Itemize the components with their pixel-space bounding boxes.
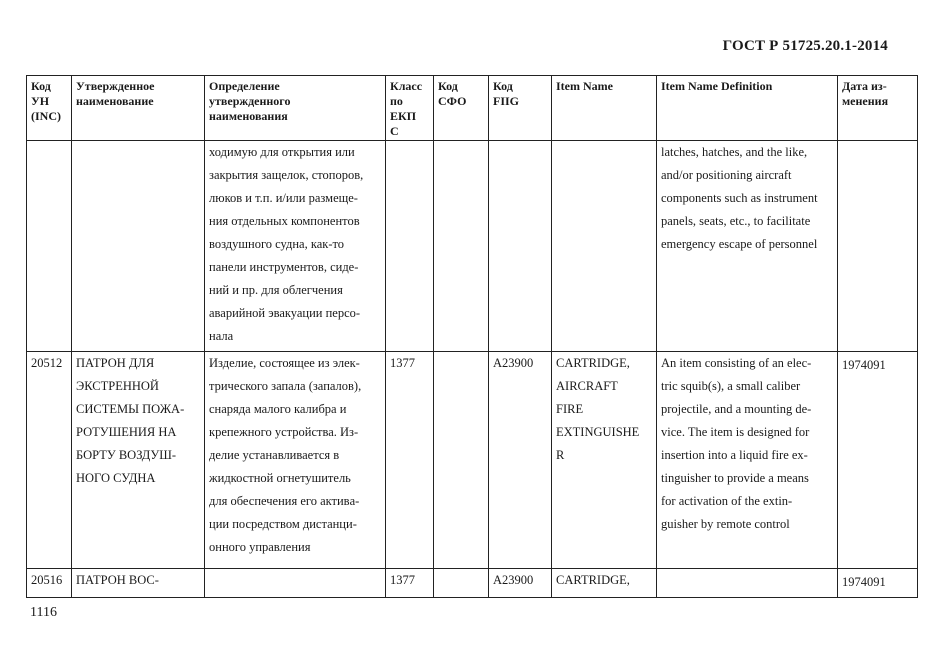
- cell-name-ru: [72, 352, 205, 569]
- text-line: люков и т.п. и/или размеще-: [209, 191, 358, 205]
- text-line: снаряда малого калибра и: [209, 402, 347, 416]
- text-line: emergency escape of personnel: [661, 237, 818, 251]
- text-line: СФО: [438, 94, 467, 108]
- text-line: and/or positioning aircraft: [661, 168, 792, 182]
- table-row: [27, 141, 918, 352]
- text-line: panels, seats, etc., to facilitate: [661, 214, 811, 228]
- table-row: [27, 569, 918, 598]
- text-line: for activation of the extin-: [661, 494, 793, 508]
- text-line: наименование: [76, 94, 154, 108]
- cell-date: 1974091: [838, 352, 918, 569]
- text-line: components such as instrument: [661, 191, 818, 205]
- text-line: projectile, and a mounting de-: [661, 402, 812, 416]
- text-line: FIIG: [493, 94, 520, 108]
- text-line: (INC): [31, 109, 61, 123]
- cell-name-ru: [72, 141, 205, 352]
- text-line: ПАТРОН ДЛЯ: [76, 356, 155, 370]
- text-line: AIRCRAFT: [556, 379, 618, 393]
- text-line: РОТУШЕНИЯ НА: [76, 425, 177, 439]
- table-row: [27, 352, 918, 569]
- text-line: СИСТЕМЫ ПОЖА-: [76, 402, 185, 416]
- cell-name-ru: [72, 569, 205, 598]
- text-line: ходимую для открытия или: [209, 145, 355, 159]
- cell-item-name: [552, 352, 657, 569]
- col-header-class: [386, 76, 434, 141]
- cell-inc: [27, 141, 72, 352]
- cell-class: 1377: [386, 569, 434, 598]
- text-line: Класс: [390, 79, 423, 93]
- text-line: онного управления: [209, 540, 311, 554]
- text-line: EXTINGUISHE: [556, 425, 640, 439]
- text-line: Код: [31, 79, 51, 93]
- text-line: для обеспечения его активa-: [209, 494, 360, 508]
- page-number: 1116: [30, 605, 57, 620]
- cell-sfo: [434, 141, 489, 352]
- col-header-sfo: [434, 76, 489, 141]
- col-header-item-name: [552, 76, 657, 141]
- cell-definition-ru: [205, 569, 386, 598]
- cell-date: 1974091: [838, 569, 918, 598]
- text-line: Код: [438, 79, 458, 93]
- text-line: ПАТРОН ВОС-: [76, 573, 159, 587]
- text-line: нала: [209, 329, 234, 343]
- cell-date: [838, 141, 918, 352]
- cell-definition-ru: [205, 141, 386, 352]
- catalog-table: [26, 75, 918, 598]
- text-line: жидкостной огнетушитель: [209, 471, 351, 485]
- text-line: наименования: [209, 109, 288, 123]
- cell-definition-en: [657, 352, 838, 569]
- cell-definition-en: [657, 569, 838, 598]
- col-header-inc: [27, 76, 72, 141]
- text-line: An item consisting of an elec-: [661, 356, 812, 370]
- text-line: latches, hatches, and the like,: [661, 145, 808, 159]
- text-line: FIRE: [556, 402, 584, 416]
- col-header-fiig: [489, 76, 552, 141]
- text-line: БОРТУ ВОЗДУШ-: [76, 448, 176, 462]
- text-line: Дата из-: [842, 79, 887, 93]
- text-line: воздушного судна, как-то: [209, 237, 345, 251]
- text-line: ЕКП: [390, 109, 417, 123]
- text-line: vice. The item is designed for: [661, 425, 810, 439]
- col-header-item-name-definition: [657, 76, 838, 141]
- cell-inc: 20516: [27, 569, 72, 598]
- cell-inc: 20512: [27, 352, 72, 569]
- text-line: закрытия защелок, стопоров,: [209, 168, 364, 182]
- text-line: R: [556, 448, 565, 462]
- text-line: Item Name: [556, 79, 613, 93]
- text-line: утвержденного: [209, 94, 291, 108]
- standard-code: ГОСТ Р 51725.20.1-2014: [722, 38, 888, 54]
- text-line: tinguisher to provide a means: [661, 471, 809, 485]
- text-line: ний и пр. для облегчения: [209, 283, 343, 297]
- cell-class: [386, 141, 434, 352]
- text-line: НОГО СУДНА: [76, 471, 156, 485]
- text-line: по: [390, 94, 403, 108]
- text-line: менения: [842, 94, 889, 108]
- cell-class: 1377: [386, 352, 434, 569]
- col-header-approved-name: [72, 76, 205, 141]
- cell-fiig: A23900: [489, 569, 552, 598]
- text-line: трического запала (запалов),: [209, 379, 362, 393]
- cell-definition-en: [657, 141, 838, 352]
- text-line: аварийной эвакуации персо-: [209, 306, 361, 320]
- text-line: делие устанавливается в: [209, 448, 340, 462]
- text-line: CARTRIDGE,: [556, 573, 630, 587]
- text-line: insertion into a liquid fire ex-: [661, 448, 808, 462]
- cell-sfo: [434, 352, 489, 569]
- text-line: Утвержденное: [76, 79, 155, 93]
- text-line: Определение: [209, 79, 280, 93]
- text-line: ния отдельных компонентов: [209, 214, 360, 228]
- text-line: панели инструментов, сиде-: [209, 260, 359, 274]
- text-line: крепежного устройства. Из-: [209, 425, 359, 439]
- cell-fiig: A23900: [489, 352, 552, 569]
- text-line: Item Name Definition: [661, 79, 773, 93]
- text-line: guisher by remote control: [661, 517, 790, 531]
- cell-sfo: [434, 569, 489, 598]
- text-line: CARTRIDGE,: [556, 356, 630, 370]
- col-header-definition-ru: [205, 76, 386, 141]
- cell-definition-ru: [205, 352, 386, 569]
- cell-item-name: [552, 569, 657, 598]
- header-row: [27, 76, 918, 141]
- text-line: Код: [493, 79, 513, 93]
- text-line: ции посредством дистанци-: [209, 517, 357, 531]
- col-header-change-date: [838, 76, 918, 141]
- text-line: ЭКСТРЕННОЙ: [76, 379, 159, 393]
- text-line: Изделие, состоящее из элек-: [209, 356, 360, 370]
- cell-item-name: [552, 141, 657, 352]
- text-line: tric squib(s), a small caliber: [661, 379, 801, 393]
- text-line: С: [390, 124, 399, 138]
- cell-fiig: [489, 141, 552, 352]
- text-line: УН: [31, 94, 50, 108]
